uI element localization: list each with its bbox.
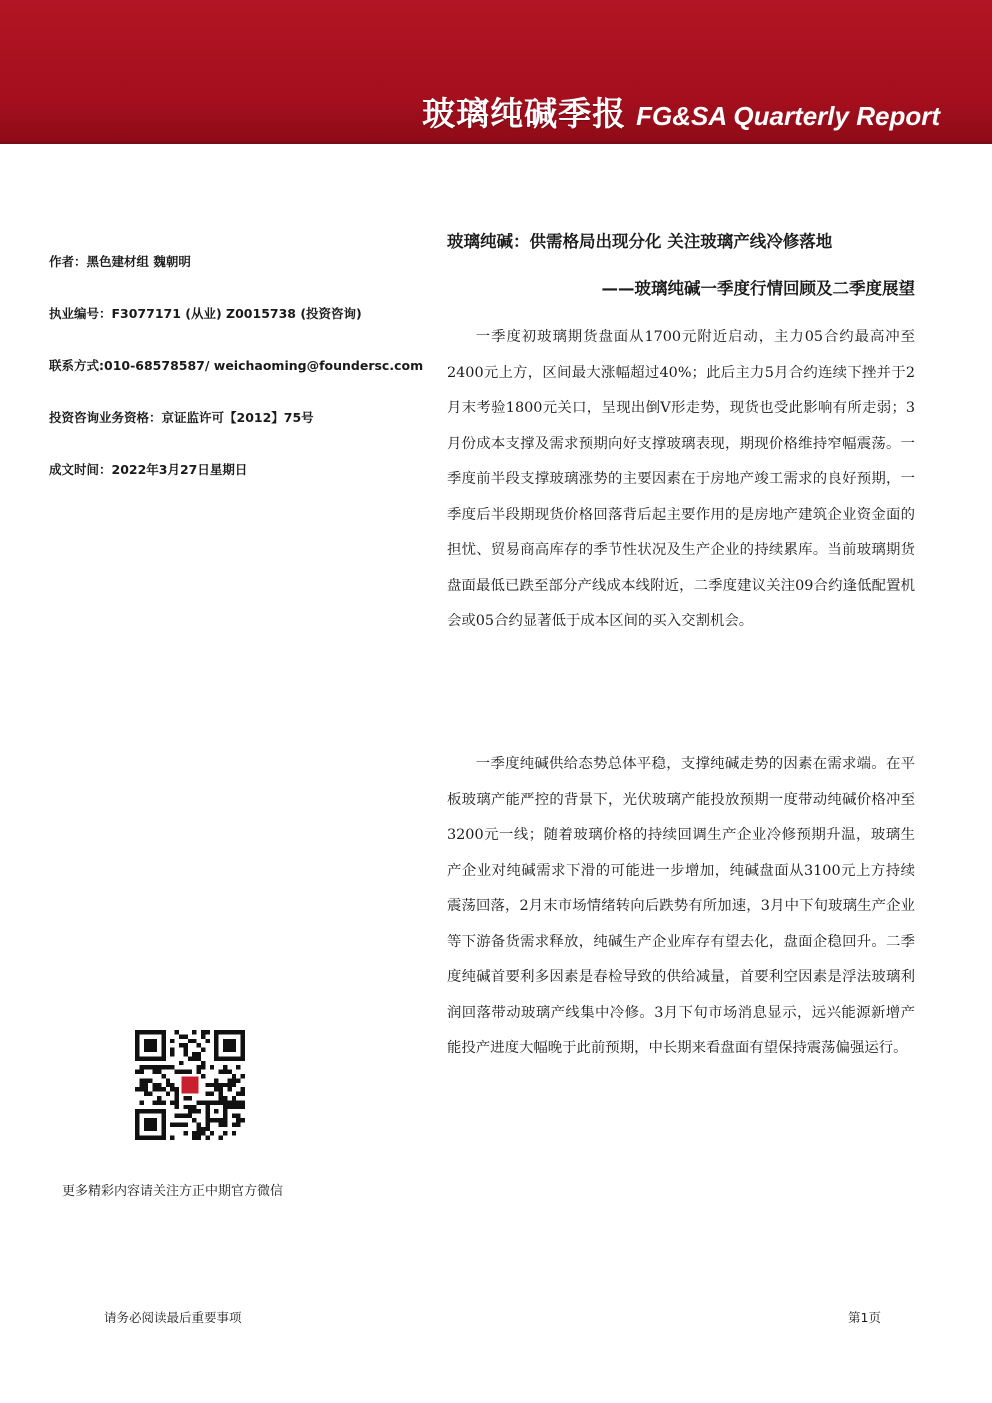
publish-date: 成文时间：2022年3月27日星期日: [49, 462, 248, 477]
qualification: 投资咨询业务资格：京证监许可【2012】75号: [49, 410, 314, 425]
report-title-en: FG&SA Quarterly Report: [636, 101, 940, 131]
license-number: 执业编号：F3077171 (从业) Z0015738 (投资咨询): [49, 306, 362, 321]
report-title: [422, 88, 940, 135]
author-line: 作者：黑色建材组 魏朝明: [49, 254, 191, 269]
report-title-cn: 玻璃纯碱季报: [422, 94, 627, 133]
article-title: 玻璃纯碱：供需格局出现分化 关注玻璃产线冷修落地: [447, 232, 833, 251]
wechat-qr-code[interactable]: [135, 1030, 245, 1140]
header-divider: [0, 141, 992, 144]
article-subtitle: ——玻璃纯碱一季度行情回顾及二季度展望: [601, 279, 915, 298]
body-paragraph-2: 一季度纯碱供给态势总体平稳，支撑纯碱走势的因素在需求端。在平板玻璃产能严控的背景下，光伏玻璃产能投放预期一度带动纯碱价格冲至3200元一线；随着玻璃价格的持续回调生产企业冷修预期升温，玻璃生产企业对纯碱需求下滑的可能进一步增加，纯碱盘面从3100元上方持续震荡回落，2月末市场情绪转向后跌势有所加速，3月中下旬玻璃生产企业等下游备货需求释放，纯碱生产企业库存有望去化，盘面企稳回升。二季度纯碱首要利多因素是春检导致的供给减量，首要利空因素是浮法玻璃利润回落带动玻璃产线集中冷修。3月下旬市场消息显示，远兴能源新增产能投产进度大幅晚于此前预期，中长期来看盘面有望保持震荡偏强运行。: [447, 756, 915, 1056]
page-number: 第1页: [848, 1310, 881, 1325]
disclaimer-notice: 请务必阅读最后重要事项: [104, 1310, 242, 1325]
body-paragraph-1: 一季度初玻璃期货盘面从1700元附近启动，主力05合约最高冲至2400元上方，区间最大涨幅超过40%；此后主力5月合约连续下挫并于2月末考验1800元关口，呈现出倒V形走势，现货也受此影响有所走弱；3月份成本支撑及需求预期向好支撑玻璃表现，期现价格维持窄幅震荡。一季度前半段支撑玻璃涨势的主要因素在于房地产竣工需求的良好预期，一季度后半段期现货价格回落背后起主要作用的是房地产建筑企业资金面的担忧、贸易商高库存的季节性状况及生产企业的持续累库。当前玻璃期货盘面最低已跌至部分产线成本线附近，二季度建议关注09合约逢低配置机会或05合约显著低于成本区间的买入交割机会。: [447, 329, 915, 629]
qr-caption: 更多精彩内容请关注方正中期官方微信: [62, 1184, 284, 1199]
contact-info: 联系方式:010-68578587/ weichaoming@foundersc.com: [49, 358, 424, 373]
